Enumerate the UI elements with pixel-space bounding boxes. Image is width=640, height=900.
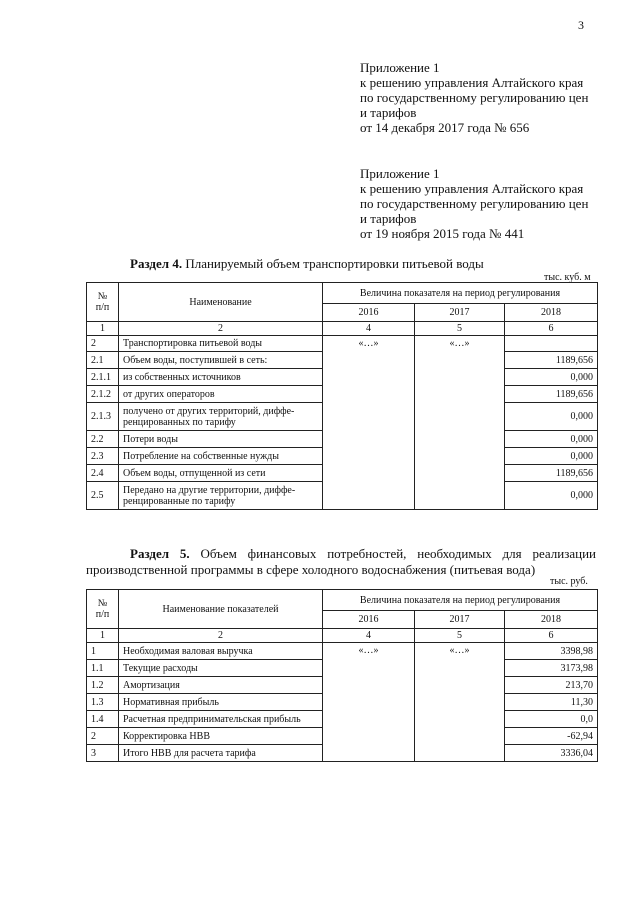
section-5-title-bold: Раздел 5. (130, 546, 190, 561)
row-name: Передано на другие территории, диффе-ренцированные по тарифу (119, 482, 323, 510)
index-cell: 1 (87, 322, 119, 336)
index-cell: 2 (119, 322, 323, 336)
page-number: 3 (578, 18, 584, 32)
appendix-line: по государственному регулированию цен (360, 196, 589, 211)
index-cell: 1 (87, 629, 119, 643)
header-num: № п/п (87, 283, 119, 322)
row-num: 1.3 (87, 694, 119, 711)
row-num: 1.4 (87, 711, 119, 728)
row-name: Объем воды, отпущенной из сети (119, 465, 323, 482)
value-2018: 0,000 (505, 369, 598, 386)
section-4-table (86, 282, 598, 510)
value-2018 (505, 336, 598, 352)
row-name: Необходимая валовая выручка (119, 643, 323, 660)
row-name: Расчетная предпринимательская прибыль (119, 711, 323, 728)
value-2018: 0,000 (505, 403, 598, 431)
section-4-title-bold: Раздел 4. (130, 256, 183, 271)
value-2016-merged: «…» (323, 336, 415, 510)
index-row (87, 322, 598, 336)
header-num: № п/п (87, 590, 119, 629)
row-num: 2 (87, 336, 119, 352)
header-year-2018: 2018 (505, 611, 598, 629)
row-num: 2 (87, 728, 119, 745)
header-name: Наименование показателей (119, 590, 323, 629)
index-cell: 4 (323, 322, 415, 336)
appendix-line: Приложение 1 (360, 60, 440, 75)
row-num: 2.1 (87, 352, 119, 369)
row-num: 1.2 (87, 677, 119, 694)
row-name: Транспортировка питьевой воды (119, 336, 323, 352)
table-row (87, 643, 598, 660)
appendix-header-2 (360, 166, 610, 241)
appendix-line: Приложение 1 (360, 166, 440, 181)
index-cell: 5 (415, 629, 505, 643)
row-num: 2.1.2 (87, 386, 119, 403)
appendix-line: по государственному регулированию цен (360, 90, 589, 105)
section-5-units: тыс. руб. (550, 576, 588, 587)
row-num: 3 (87, 745, 119, 762)
row-name: Объем воды, поступившей в сеть: (119, 352, 323, 369)
value-2018: 1189,656 (505, 386, 598, 403)
index-cell: 6 (505, 322, 598, 336)
index-cell: 5 (415, 322, 505, 336)
section-4-title (130, 256, 590, 272)
row-num: 2.5 (87, 482, 119, 510)
row-name: от других операторов (119, 386, 323, 403)
appendix-line: и тарифов (360, 105, 417, 120)
value-2018: 3336,04 (505, 745, 598, 762)
value-2018: 0,000 (505, 482, 598, 510)
appendix-line: и тарифов (360, 211, 417, 226)
section-4-units: тыс. куб. м (544, 272, 591, 283)
index-cell: 2 (119, 629, 323, 643)
section-4-title-text: Планируемый объем транспортировки питьевой воды (182, 256, 484, 271)
header-year-2016: 2016 (323, 611, 415, 629)
value-2018: 0,000 (505, 431, 598, 448)
row-name: Потери воды (119, 431, 323, 448)
row-num: 1 (87, 643, 119, 660)
section-5-title-text: Объем финансовых потребностей, необходимых для реализации производственной программы в сфере холодного водоснабжения (питьевая вода) (86, 546, 596, 577)
row-name: получено от других территорий, диффе-ренцированных по тарифу (119, 403, 323, 431)
value-2018: -62,94 (505, 728, 598, 745)
header-year-2018: 2018 (505, 304, 598, 322)
header-year-2017: 2017 (415, 611, 505, 629)
table-row (87, 336, 598, 352)
row-name: Потребление на собственные нужды (119, 448, 323, 465)
section-5-table (86, 589, 598, 762)
value-2018: 1189,656 (505, 465, 598, 482)
appendix-header-1 (360, 60, 610, 135)
section-5-title (86, 546, 596, 578)
row-num: 1.1 (87, 660, 119, 677)
row-num: 2.3 (87, 448, 119, 465)
header-year-2017: 2017 (415, 304, 505, 322)
header-name: Наименование (119, 283, 323, 322)
row-name: из собственных источников (119, 369, 323, 386)
appendix-line: к решению управления Алтайского края (360, 75, 584, 90)
row-name: Нормативная прибыль (119, 694, 323, 711)
row-name: Итого НВВ для расчета тарифа (119, 745, 323, 762)
row-name: Корректировка НВВ (119, 728, 323, 745)
value-2018: 1189,656 (505, 352, 598, 369)
header-period: Величина показателя на период регулирования (323, 283, 598, 304)
row-name: Амортизация (119, 677, 323, 694)
row-num: 2.1.1 (87, 369, 119, 386)
row-name: Текущие расходы (119, 660, 323, 677)
value-2018: 0,000 (505, 448, 598, 465)
value-2017-merged: «…» (415, 336, 505, 510)
value-2018: 11,30 (505, 694, 598, 711)
value-2016-merged: «…» (323, 643, 415, 762)
value-2018: 3398,98 (505, 643, 598, 660)
row-num: 2.2 (87, 431, 119, 448)
value-2018: 213,70 (505, 677, 598, 694)
value-2017-merged: «…» (415, 643, 505, 762)
appendix-line: от 14 декабря 2017 года № 656 (360, 120, 530, 135)
row-num: 2.4 (87, 465, 119, 482)
header-year-2016: 2016 (323, 304, 415, 322)
appendix-line: к решению управления Алтайского края (360, 181, 584, 196)
value-2018: 0,0 (505, 711, 598, 728)
appendix-line: от 19 ноября 2015 года № 441 (360, 226, 525, 241)
header-period: Величина показателя на период регулирования (323, 590, 598, 611)
index-cell: 6 (505, 629, 598, 643)
index-row (87, 629, 598, 643)
value-2018: 3173,98 (505, 660, 598, 677)
row-num: 2.1.3 (87, 403, 119, 431)
index-cell: 4 (323, 629, 415, 643)
